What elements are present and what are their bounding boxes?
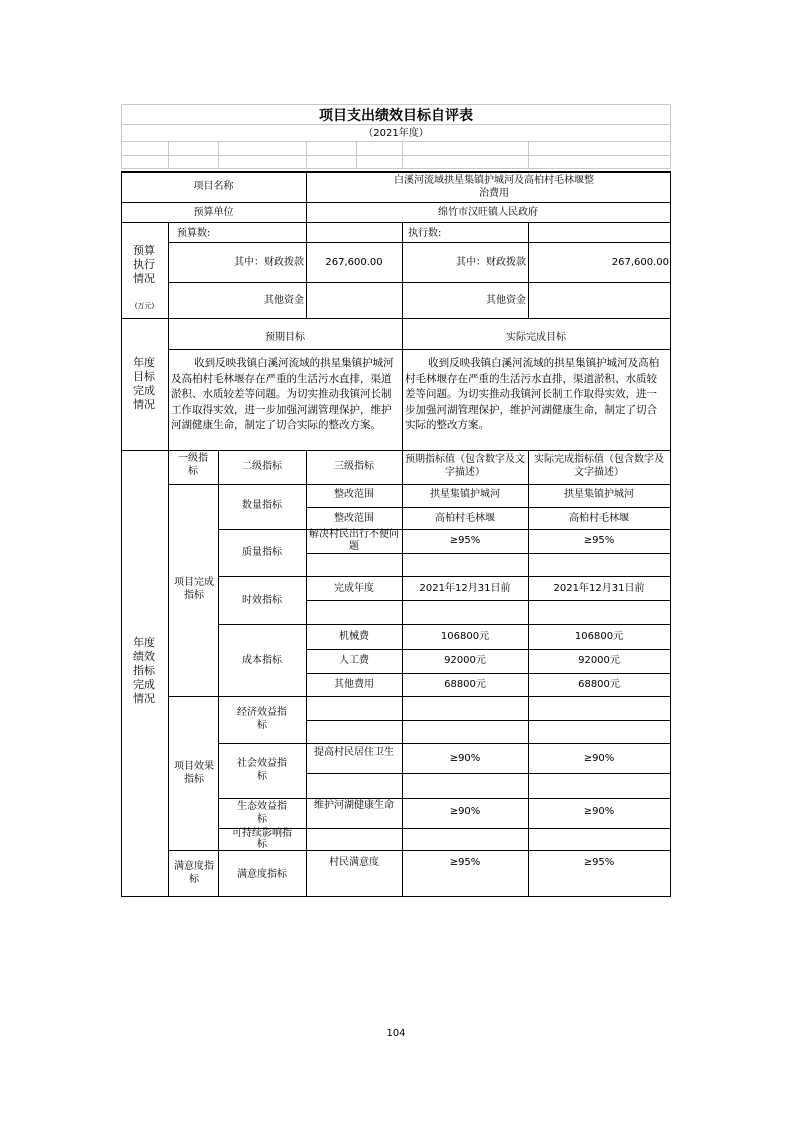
indicator-name: 机械费 [339,631,369,642]
other-budget-label: 其他资金 [264,295,304,306]
fiscal-execute-value: 267,600.00 [611,257,669,268]
col-level2-header: 二级指标 [242,461,282,472]
indicator-actual: 2021年12月31日前 [553,583,645,594]
page-number: 104 [386,1028,406,1039]
indicator-expected: 2021年12月31日前 [419,583,511,594]
group-effect-label: 项目效果指标 [174,761,214,785]
indicator-name: 村民满意度 [329,857,379,868]
indicator-name: 其他费用 [334,679,374,690]
budget-section-label: 预算执行情况 [133,244,155,285]
col-expected-header: 预期指标值（包含数字及文字描述） [405,454,525,478]
indicator-expected: ≥90% [449,753,481,764]
budget-unit-value: 绵竹市汉旺镇人民政府 [438,207,538,218]
indicator-expected: 高柏村毛林堰 [435,513,495,524]
budget-unit-label: 预算单位 [193,207,234,218]
expected-goal-text: 收到反映我镇白溪河流域的拱星集镇护城河及高柏村毛林堰存在严重的生活污水直排，渠道淤积、水质较差等问题。为切实推动我镇河长制工作取得实效，进一步加强河湖管理保护，维护河湖健康生命，制定了切合实际的整改方案。 [171,357,394,431]
actual-goal-header: 实际完成目标 [506,332,566,343]
form-title: 项目支出绩效目标自评表 [319,108,473,124]
fiscal-budget-value: 267,600.00 [325,257,383,268]
fiscal-budget-label: 其中：财政拨款 [234,257,304,268]
group-satisfaction-label: 满意度指标 [174,861,214,885]
cost-indicator-label: 成本指标 [242,655,282,666]
indicator-name: 整改范围 [334,489,374,500]
col-actual-header: 实际完成指标值（包含数字及文字描述） [534,454,664,478]
col-level1-header: 一级指标 [178,453,208,477]
satisfaction-indicator-label: 满意度指标 [237,869,287,880]
indicator-actual: 106800元 [574,631,624,642]
indicator-expected: ≥90% [449,806,481,817]
time-indicator-label: 时效指标 [242,595,282,606]
indicator-actual: ≥90% [583,753,615,764]
project-name-value: 白溪河流域拱星集镇护城河及高柏村毛林堰整治费用 [394,175,594,199]
indicator-actual: 拱星集镇护城河 [564,489,634,500]
indicator-actual: 高柏村毛林堰 [569,513,629,524]
execute-amount-label: 执行数: [408,228,442,239]
expected-goal-header: 预期目标 [265,332,305,343]
sustainable-indicator-label: 可持续影响指标 [232,828,292,850]
indicator-expected: 拱星集镇护城河 [430,489,500,500]
indicator-actual: 68800元 [578,679,620,690]
actual-goal-text: 收到反映我镇白溪河流域的拱星集镇护城河及高柏村毛林堰存在严重的生活污水直排，渠道淤积、水质较差等问题。为切实推动我镇河长制工作取得实效，进一步加强河湖管理保护，维护河湖健康生命，制定了切合实际的整改方案。 [405,357,660,431]
group-completion-label: 项目完成指标 [174,577,214,601]
indicator-actual: ≥95% [583,535,615,546]
fiscal-execute-label: 其中：财政拨款 [456,257,526,268]
indicators-section-label: 年度绩效指标完成情况 [133,636,155,705]
indicator-name: 人工费 [339,655,369,666]
indicator-expected: 68800元 [444,679,486,690]
goals-section-label: 年度目标完成情况 [133,356,155,411]
indicator-name: 提高村民居住卫生 [314,747,394,758]
indicator-name: 完成年度 [334,583,374,594]
indicator-name: 维护河湖健康生命 [314,800,394,811]
quantity-indicator-label: 数量指标 [242,500,282,511]
indicator-expected: 92000元 [444,655,486,666]
social-indicator-label: 社会效益指标 [237,758,287,782]
indicator-expected: ≥95% [449,535,481,546]
indicator-expected: ≥95% [449,857,481,868]
indicator-expected: 106800元 [440,631,490,642]
indicator-actual: 92000元 [578,655,620,666]
budget-section-unit: (万元) [134,302,155,310]
indicator-actual: ≥90% [583,806,615,817]
col-level3-header: 三级指标 [334,461,374,472]
budget-amount-label: 预算数: [177,228,211,239]
other-execute-label: 其他资金 [486,295,526,306]
quality-indicator-label: 质量指标 [242,547,282,558]
indicator-name: 解决村民出行不便问题 [309,529,399,552]
economic-indicator-label: 经济效益指标 [237,707,287,731]
project-name-label: 项目名称 [193,181,234,192]
form-year: （2021年度） [363,128,429,139]
indicator-name: 整改范围 [334,513,374,524]
ecological-indicator-label: 生态效益指标 [237,801,287,825]
indicator-actual: ≥95% [583,857,615,868]
